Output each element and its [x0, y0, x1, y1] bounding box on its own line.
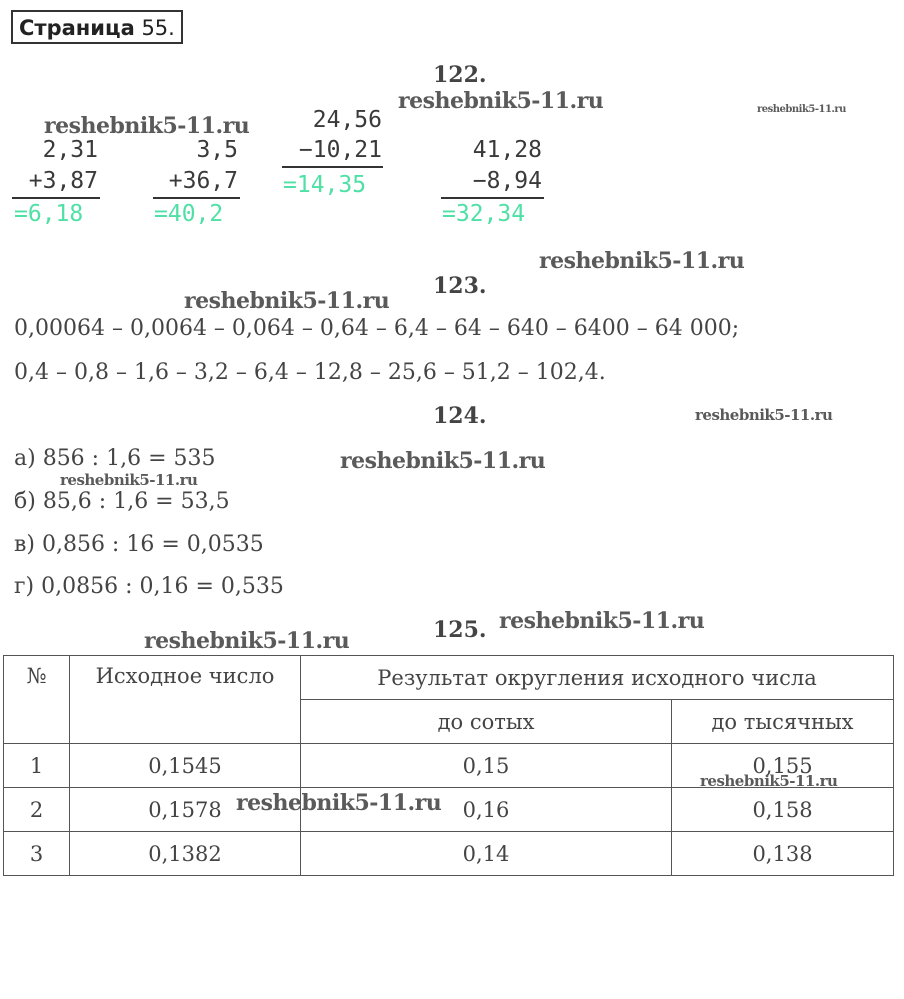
watermark: reshebnik5-11.ru	[757, 104, 846, 115]
cell-original: 0,1382	[70, 832, 301, 876]
cell-num: 1	[4, 744, 70, 788]
header-result: Результат округления исходного числа	[301, 656, 894, 700]
watermark: reshebnik5-11.ru	[340, 448, 546, 474]
cell-hundredths: 0,15	[301, 744, 672, 788]
ex122-col1-a: 2,31	[42, 137, 98, 163]
watermark: reshebnik5-11.ru	[695, 406, 833, 424]
ex122-col1-result: =6,18	[14, 201, 84, 227]
ex122-col2-a: 3,5	[196, 137, 238, 163]
header-original: Исходное число	[70, 656, 301, 744]
ex123-line1: 0,00064 – 0,0064 – 0,064 – 0,64 – 6,4 – 64 – 640 – 6400 – 64 000;	[14, 316, 740, 341]
watermark: reshebnik5-11.ru	[144, 628, 350, 654]
table-row	[4, 832, 894, 876]
ex124-line-d: г) 0,0856 : 0,16 = 0,535	[14, 574, 284, 599]
ex122-col3-b: −10,21	[298, 137, 382, 163]
ex122-col1-rule	[12, 197, 100, 199]
ex124-line-c: в) 0,856 : 16 = 0,0535	[14, 532, 264, 557]
ex122-col3-a: 24,56	[312, 107, 382, 133]
table-header-row	[4, 656, 894, 700]
header-hundredths: до сотых	[301, 700, 672, 744]
watermark: reshebnik5-11.ru	[398, 88, 604, 114]
cell-original: 0,1545	[70, 744, 301, 788]
ex122-col4-b: −8,94	[472, 168, 542, 194]
page-label-number: 55.	[141, 16, 175, 40]
watermark: reshebnik5-11.ru	[539, 248, 745, 274]
ex122-col4-result: =32,34	[442, 201, 526, 227]
watermark: reshebnik5-11.ru	[44, 113, 250, 139]
ex122-col3-result: =14,35	[283, 172, 367, 198]
ex122-title: 122.	[433, 62, 487, 88]
watermark: reshebnik5-11.ru	[60, 471, 198, 489]
watermark: reshebnik5-11.ru	[499, 608, 705, 634]
cell-num: 3	[4, 832, 70, 876]
watermark: reshebnik5-11.ru	[184, 288, 390, 314]
page-label	[11, 10, 183, 44]
table-row	[4, 788, 894, 832]
cell-original: 0,1578	[70, 788, 301, 832]
page-label-prefix: Страница	[19, 16, 135, 40]
ex124-line-a: а) 856 : 1,6 = 535	[14, 446, 216, 471]
cell-hundredths: 0,14	[301, 832, 672, 876]
header-num: №	[4, 656, 70, 744]
cell-num: 2	[4, 788, 70, 832]
ex122-col2-result: =40,2	[154, 201, 224, 227]
ex125-title: 125.	[433, 617, 487, 643]
watermark: reshebnik5-11.ru	[236, 790, 442, 816]
ex122-col4-a: 41,28	[472, 137, 542, 163]
rounding-table	[3, 655, 894, 876]
cell-hundredths: 0,16	[301, 788, 672, 832]
ex122-col1-b: +3,87	[28, 168, 98, 194]
cell-thousandths: 0,138	[672, 832, 894, 876]
ex122-col3-rule	[282, 166, 383, 168]
ex122-col4-rule	[441, 197, 544, 199]
ex123-line2: 0,4 – 0,8 – 1,6 – 3,2 – 6,4 – 12,8 – 25,6 – 51,2 – 102,4.	[14, 360, 606, 385]
ex124-line-b: б) 85,6 : 1,6 = 53,5	[14, 489, 230, 514]
watermark: reshebnik5-11.ru	[700, 772, 838, 790]
ex122-col2-b: +36,7	[168, 168, 238, 194]
header-thousandths: до тысячных	[672, 700, 894, 744]
ex122-col2-rule	[153, 197, 240, 199]
ex124-title: 124.	[433, 403, 487, 429]
cell-thousandths: 0,155	[672, 744, 894, 788]
cell-thousandths: 0,158	[672, 788, 894, 832]
ex123-title: 123.	[433, 273, 487, 299]
